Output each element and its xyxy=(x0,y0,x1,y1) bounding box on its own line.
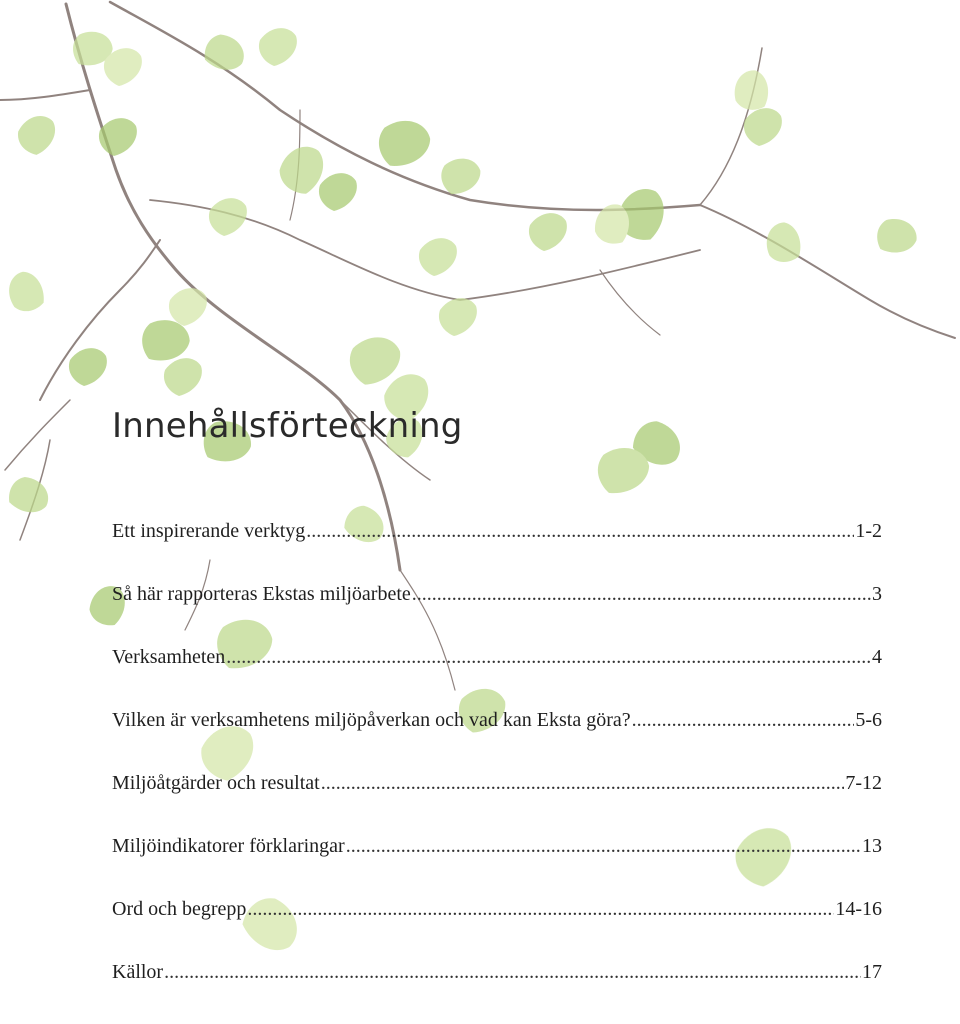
toc-entry-title: Källor xyxy=(112,961,164,983)
toc-dot-leader xyxy=(306,520,854,543)
toc-entry-title: Vilken är verksamhetens miljöpåverkan och vad kan Eksta göra? xyxy=(112,709,631,731)
toc-entry-pages: 4 xyxy=(872,646,882,668)
toc-entry[interactable] xyxy=(112,898,882,961)
toc-entry[interactable] xyxy=(112,709,882,772)
table-of-contents xyxy=(112,520,882,1024)
toc-dot-leader xyxy=(226,646,871,669)
toc-entry[interactable] xyxy=(112,772,882,835)
toc-entry-title: Miljöindikatorer förklaringar xyxy=(112,835,345,857)
toc-entry[interactable] xyxy=(112,583,882,646)
toc-dot-leader xyxy=(321,772,845,795)
toc-entry-title: Så här rapporteras Ekstas miljöarbete xyxy=(112,583,411,605)
toc-entry[interactable] xyxy=(112,646,882,709)
toc-dot-leader xyxy=(412,583,871,606)
toc-dot-leader xyxy=(346,835,861,858)
toc-entry-pages: 17 xyxy=(862,961,882,983)
toc-entry[interactable] xyxy=(112,961,882,1024)
toc-entry-pages: 5-6 xyxy=(855,709,882,731)
toc-dot-leader xyxy=(164,961,861,984)
toc-entry[interactable] xyxy=(112,520,882,583)
toc-entry-title: Ett inspirerande verktyg xyxy=(112,520,306,542)
toc-entry-pages: 13 xyxy=(862,835,882,857)
toc-entry-title: Ord och begrepp xyxy=(112,898,247,920)
page-title: Innehållsförteckning xyxy=(112,406,463,446)
toc-entry-title: Miljöåtgärder och resultat xyxy=(112,772,320,794)
toc-entry-pages: 3 xyxy=(872,583,882,605)
toc-entry-pages: 14-16 xyxy=(835,898,882,920)
toc-entry-pages: 7-12 xyxy=(845,772,882,794)
toc-dot-leader xyxy=(247,898,834,921)
toc-entry[interactable] xyxy=(112,835,882,898)
toc-dot-leader xyxy=(632,709,855,732)
toc-entry-pages: 1-2 xyxy=(855,520,882,542)
toc-entry-title: Verksamheten xyxy=(112,646,226,668)
